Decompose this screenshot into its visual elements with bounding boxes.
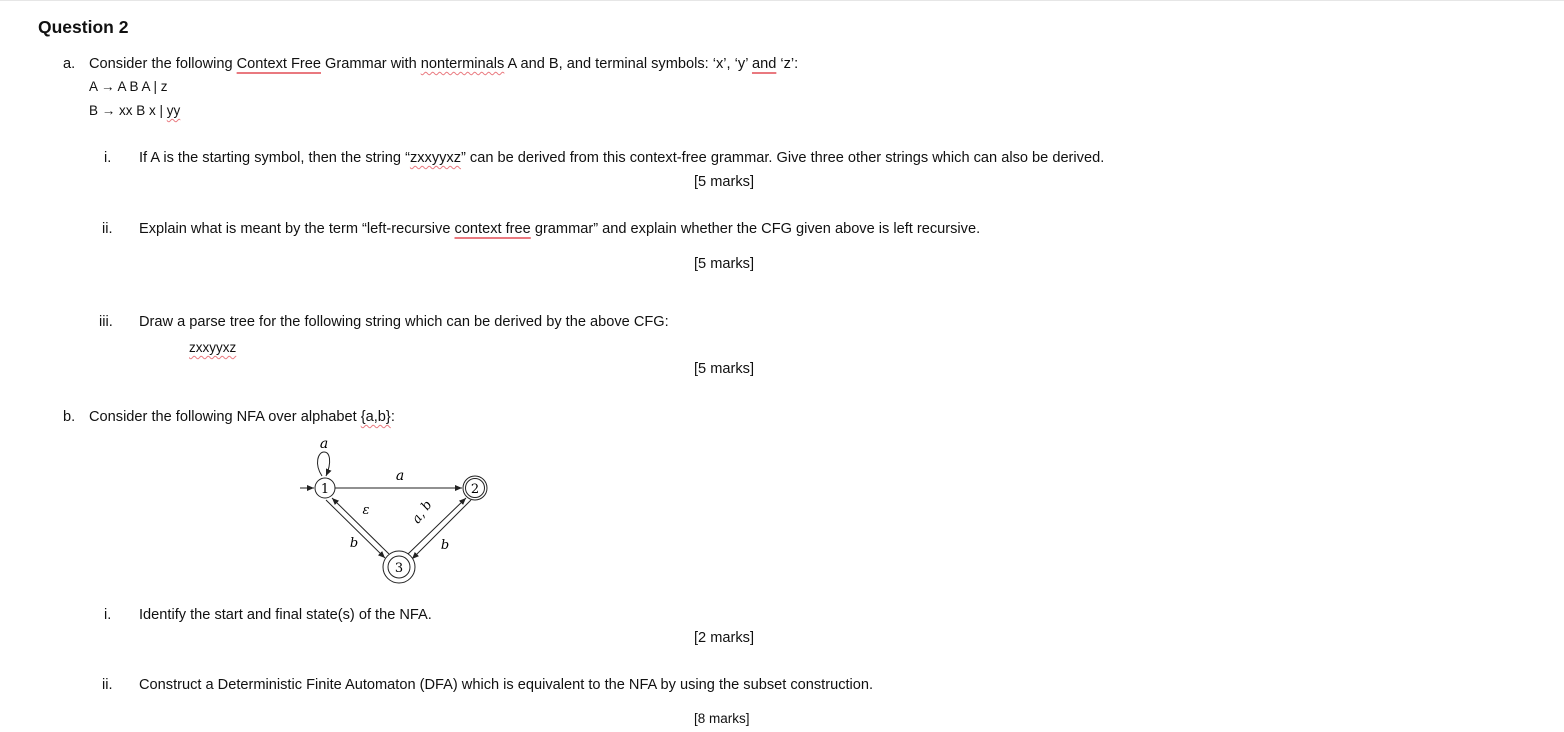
nfa-diagram bbox=[290, 432, 510, 584]
edge-label-loop-1: a bbox=[319, 436, 329, 452]
grammar-rule-b: B → xx B x | yy bbox=[89, 103, 181, 118]
item-number: ii. bbox=[102, 677, 113, 693]
edge-3-1 bbox=[332, 498, 389, 554]
marks-label: [5 marks] bbox=[694, 174, 755, 190]
marks-label: [2 marks] bbox=[694, 630, 755, 646]
marks-label: [5 marks] bbox=[694, 256, 755, 272]
question-text: Draw a parse tree for the following string which can be derived by the above CFG: bbox=[139, 314, 669, 330]
edge-label-2-3: b bbox=[440, 538, 450, 553]
item-number: i. bbox=[104, 607, 112, 623]
grammar-rule-a: A → A B A | z bbox=[89, 79, 168, 94]
part-b-label: b. bbox=[63, 409, 76, 425]
question-title: Question 2 bbox=[38, 17, 129, 37]
state-2-label: 2 bbox=[470, 482, 480, 497]
marks-label: [8 marks] bbox=[694, 711, 750, 726]
marks-label: [5 marks] bbox=[694, 361, 755, 377]
question-text: Construct a Deterministic Finite Automaton (DFA) which is equivalent to the NFA by using the subset construction. bbox=[139, 677, 874, 693]
part-b-intro: Consider the following NFA over alphabet {a,b}: bbox=[89, 409, 395, 425]
question-text: Identify the start and final state(s) of the NFA. bbox=[139, 607, 432, 623]
target-string: zxxyyxz bbox=[189, 340, 237, 355]
question-text: If A is the starting symbol, then the string “zxxyyxz” can be derived from this context-free grammar. Give three other strings which can also be derived. bbox=[139, 150, 1105, 166]
state-3-label: 3 bbox=[394, 561, 404, 576]
edge-label-1-3: b bbox=[349, 536, 359, 551]
state-1-label: 1 bbox=[320, 482, 330, 497]
edge-loop-1 bbox=[318, 452, 330, 476]
edge-label-3-2: a, b bbox=[409, 498, 436, 527]
item-number: iii. bbox=[99, 314, 113, 330]
item-number: ii. bbox=[102, 221, 113, 237]
item-number: i. bbox=[104, 150, 112, 166]
edge-label-3-1: ε bbox=[362, 503, 370, 518]
question-text: Explain what is meant by the term “left-recursive context free grammar” and explain whether the CFG given above is left recursive. bbox=[139, 221, 981, 237]
part-a-label: a. bbox=[63, 56, 76, 72]
edge-label-1-2: a bbox=[395, 468, 405, 484]
part-a-intro: Consider the following Context Free Grammar with nonterminals A and B, and terminal symbols: ‘x’, ‘y’ and ‘z’: bbox=[89, 56, 799, 72]
top-border bbox=[0, 0, 1564, 1]
